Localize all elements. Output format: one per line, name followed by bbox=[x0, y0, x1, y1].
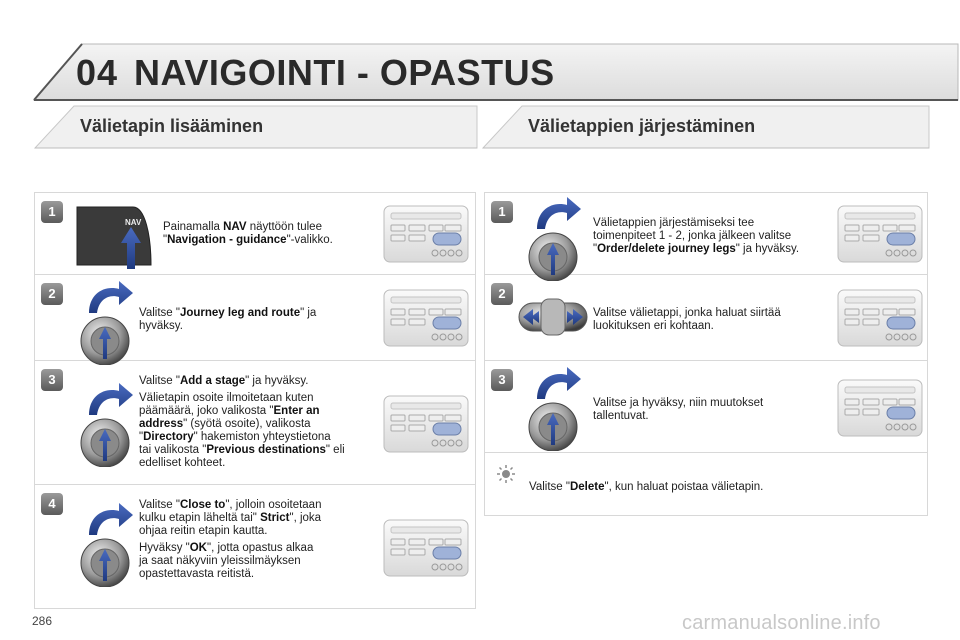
panel-order-stages bbox=[484, 192, 928, 516]
radio-unit-icon bbox=[837, 379, 923, 437]
step-badge: 3 bbox=[41, 369, 63, 391]
step-row bbox=[485, 193, 927, 275]
step-text: Valitse "Journey leg and route" ja hyväksy. bbox=[139, 307, 317, 332]
watermark: carmanualsonline.info bbox=[682, 612, 881, 634]
radio-unit-icon bbox=[383, 395, 469, 453]
rotary-knob-icon bbox=[75, 501, 137, 587]
rotary-knob-icon bbox=[75, 279, 137, 365]
chapter-title: NAVIGOINTI - OPASTUS bbox=[134, 52, 555, 93]
radio-unit-icon bbox=[837, 205, 923, 263]
direction-pad-icon bbox=[517, 297, 589, 337]
step-row bbox=[485, 361, 927, 453]
radio-unit-icon bbox=[837, 289, 923, 347]
rotary-knob-icon bbox=[523, 195, 585, 281]
step-badge: 2 bbox=[491, 283, 513, 305]
step-row bbox=[35, 485, 475, 609]
radio-unit-icon bbox=[383, 519, 469, 577]
section-title: Välietappien järjestäminen bbox=[528, 116, 756, 136]
rotary-knob-icon bbox=[523, 365, 585, 451]
step-badge: 2 bbox=[41, 283, 63, 305]
section-header-left bbox=[34, 104, 478, 150]
step-row bbox=[35, 275, 475, 361]
step-badge: 3 bbox=[491, 369, 513, 391]
nav-label: NAV bbox=[125, 218, 142, 227]
radio-unit-icon bbox=[383, 289, 469, 347]
step-badge: 1 bbox=[491, 201, 513, 223]
panel-add-stage bbox=[34, 192, 476, 609]
chapter-number: 04 bbox=[76, 52, 119, 93]
step-text: Valitse välietappi, jonka haluat siirtää luokituksen eri kohtaan. bbox=[593, 307, 781, 332]
step-text: Välietappien järjestämiseksi tee toimenpiteet 1 - 2, jonka jälkeen valitse "Order/delete journey legs" ja hyväksy. bbox=[593, 217, 800, 255]
step-text: Valitse "Close to", jolloin osoitetaan kulku etapin läheltä tai" Strict", joka ohjaa reitin etapin kautta. Hyväksy "OK", jotta opastus alkaa ja saat näkyviin yleissilmäyksen opastettavasta reitistä. bbox=[139, 499, 322, 580]
step-text: Valitse ja hyväksy, niin muutokset tallentuvat. bbox=[593, 397, 764, 422]
section-header-right bbox=[482, 104, 930, 150]
step-row bbox=[35, 193, 475, 275]
section-title: Välietapin lisääminen bbox=[80, 116, 264, 136]
step-text: Painamalla NAV näyttöön tulee "Navigation - guidance"-valikko. bbox=[163, 221, 333, 246]
page-number: 286 bbox=[32, 614, 53, 628]
tip-row bbox=[485, 453, 927, 517]
step-badge: 4 bbox=[41, 493, 63, 515]
step-row bbox=[485, 275, 927, 361]
tip-sun-icon bbox=[497, 465, 515, 483]
step-text: Valitse "Add a stage" ja hyväksy. Välietapin osoite ilmoitetaan kuten päämäärä, joko valikosta "Enter an address" (syötä osoite), valikosta "Directory" hakemiston yhteystietona tai valikosta "Previous destinations" eli edelliset kohteet. bbox=[139, 375, 345, 469]
rotary-knob-icon bbox=[75, 381, 137, 467]
radio-unit-icon bbox=[383, 205, 469, 263]
tip-text: Valitse "Delete", kun haluat poistaa välietapin. bbox=[529, 481, 764, 493]
step-row bbox=[35, 361, 475, 485]
nav-button-icon bbox=[73, 205, 153, 271]
step-badge: 1 bbox=[41, 201, 63, 223]
